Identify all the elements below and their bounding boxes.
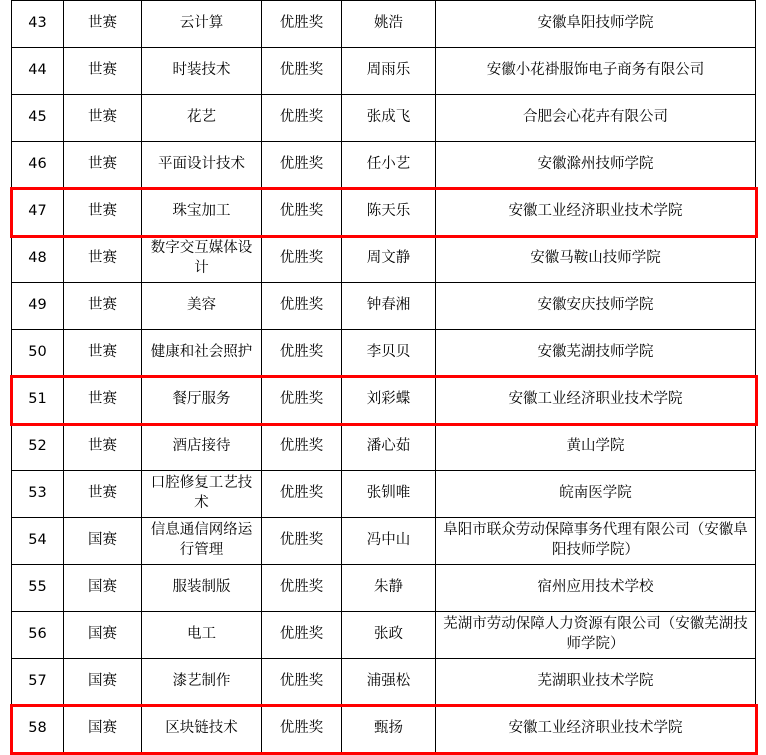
row-name: 张政 (342, 612, 436, 659)
row-name: 朱静 (342, 565, 436, 612)
row-name: 李贝贝 (342, 330, 436, 377)
row-name: 任小艺 (342, 142, 436, 189)
row-type: 世赛 (64, 424, 142, 471)
row-project: 平面设计技术 (142, 142, 262, 189)
row-no: 47 (12, 189, 64, 236)
row-unit: 芜湖职业技术学院 (436, 659, 756, 706)
row-type: 国赛 (64, 612, 142, 659)
row-name: 刘彩蝶 (342, 377, 436, 424)
row-no: 49 (12, 283, 64, 330)
row-project: 健康和社会照护 (142, 330, 262, 377)
row-project: 时装技术 (142, 48, 262, 95)
row-name: 陈天乐 (342, 189, 436, 236)
row-name: 周文静 (342, 236, 436, 283)
row-type: 世赛 (64, 1, 142, 48)
row-no: 56 (12, 612, 64, 659)
row-unit: 宿州应用技术学校 (436, 565, 756, 612)
row-unit: 安徽马鞍山技师学院 (436, 236, 756, 283)
row-type: 世赛 (64, 95, 142, 142)
row-unit: 安徽工业经济职业技术学院 (436, 189, 756, 236)
row-unit: 黄山学院 (436, 424, 756, 471)
row-unit: 安徽工业经济职业技术学院 (436, 706, 756, 753)
table-row (12, 565, 756, 612)
row-no: 45 (12, 95, 64, 142)
row-type: 世赛 (64, 283, 142, 330)
table-row (12, 424, 756, 471)
row-name: 浦强松 (342, 659, 436, 706)
row-project: 数字交互媒体设计 (142, 236, 262, 283)
row-name: 姚浩 (342, 1, 436, 48)
table-row (12, 518, 756, 565)
row-award: 优胜奖 (262, 471, 342, 518)
row-award: 优胜奖 (262, 189, 342, 236)
row-project: 信息通信网络运行管理 (142, 518, 262, 565)
table-row (12, 142, 756, 189)
row-no: 43 (12, 1, 64, 48)
row-project: 漆艺制作 (142, 659, 262, 706)
table-row (12, 95, 756, 142)
row-unit: 安徽阜阳技师学院 (436, 1, 756, 48)
table-row (12, 283, 756, 330)
row-unit: 阜阳市联众劳动保障事务代理有限公司（安徽阜阳技师学院） (436, 518, 756, 565)
row-no: 55 (12, 565, 64, 612)
row-award: 优胜奖 (262, 48, 342, 95)
row-type: 国赛 (64, 659, 142, 706)
award-table-body (12, 1, 756, 753)
row-name: 张成飞 (342, 95, 436, 142)
row-no: 44 (12, 48, 64, 95)
row-award: 优胜奖 (262, 142, 342, 189)
row-unit: 合肥会心花卉有限公司 (436, 95, 756, 142)
row-award: 优胜奖 (262, 377, 342, 424)
row-name: 潘心茹 (342, 424, 436, 471)
row-no: 46 (12, 142, 64, 189)
row-unit: 皖南医学院 (436, 471, 756, 518)
row-type: 世赛 (64, 48, 142, 95)
table-row (12, 330, 756, 377)
row-project: 区块链技术 (142, 706, 262, 753)
table-row (12, 612, 756, 659)
row-type: 世赛 (64, 142, 142, 189)
row-award: 优胜奖 (262, 1, 342, 48)
row-unit: 安徽芜湖技师学院 (436, 330, 756, 377)
row-project: 电工 (142, 612, 262, 659)
row-type: 世赛 (64, 189, 142, 236)
row-project: 服装制版 (142, 565, 262, 612)
row-project: 美容 (142, 283, 262, 330)
row-type: 世赛 (64, 377, 142, 424)
table-row (12, 236, 756, 283)
table-row (12, 659, 756, 706)
row-project: 口腔修复工艺技术 (142, 471, 262, 518)
row-type: 世赛 (64, 330, 142, 377)
row-award: 优胜奖 (262, 518, 342, 565)
row-no: 57 (12, 659, 64, 706)
table-row (12, 377, 756, 424)
row-no: 58 (12, 706, 64, 753)
row-name: 周雨乐 (342, 48, 436, 95)
row-award: 优胜奖 (262, 612, 342, 659)
row-type: 国赛 (64, 706, 142, 753)
row-unit: 安徽滁州技师学院 (436, 142, 756, 189)
row-project: 花艺 (142, 95, 262, 142)
row-award: 优胜奖 (262, 95, 342, 142)
table-row (12, 48, 756, 95)
row-no: 52 (12, 424, 64, 471)
row-no: 51 (12, 377, 64, 424)
row-award: 优胜奖 (262, 565, 342, 612)
row-award: 优胜奖 (262, 283, 342, 330)
row-project: 酒店接待 (142, 424, 262, 471)
row-no: 54 (12, 518, 64, 565)
row-award: 优胜奖 (262, 706, 342, 753)
row-award: 优胜奖 (262, 236, 342, 283)
row-type: 世赛 (64, 471, 142, 518)
table-row (12, 706, 756, 753)
row-no: 50 (12, 330, 64, 377)
row-award: 优胜奖 (262, 424, 342, 471)
row-unit: 安徽小花褂服饰电子商务有限公司 (436, 48, 756, 95)
row-name: 冯中山 (342, 518, 436, 565)
row-type: 国赛 (64, 565, 142, 612)
row-name: 钟春湘 (342, 283, 436, 330)
row-unit: 安徽工业经济职业技术学院 (436, 377, 756, 424)
row-project: 珠宝加工 (142, 189, 262, 236)
table-row (12, 1, 756, 48)
row-type: 世赛 (64, 236, 142, 283)
table-row (12, 189, 756, 236)
row-award: 优胜奖 (262, 330, 342, 377)
table-row (12, 471, 756, 518)
row-name: 甄扬 (342, 706, 436, 753)
row-project: 云计算 (142, 1, 262, 48)
row-name: 张钏唯 (342, 471, 436, 518)
row-unit: 安徽安庆技师学院 (436, 283, 756, 330)
row-no: 48 (12, 236, 64, 283)
row-type: 国赛 (64, 518, 142, 565)
row-no: 53 (12, 471, 64, 518)
row-award: 优胜奖 (262, 659, 342, 706)
row-project: 餐厅服务 (142, 377, 262, 424)
row-unit: 芜湖市劳动保障人力资源有限公司（安徽芜湖技师学院） (436, 612, 756, 659)
award-table (11, 0, 756, 753)
